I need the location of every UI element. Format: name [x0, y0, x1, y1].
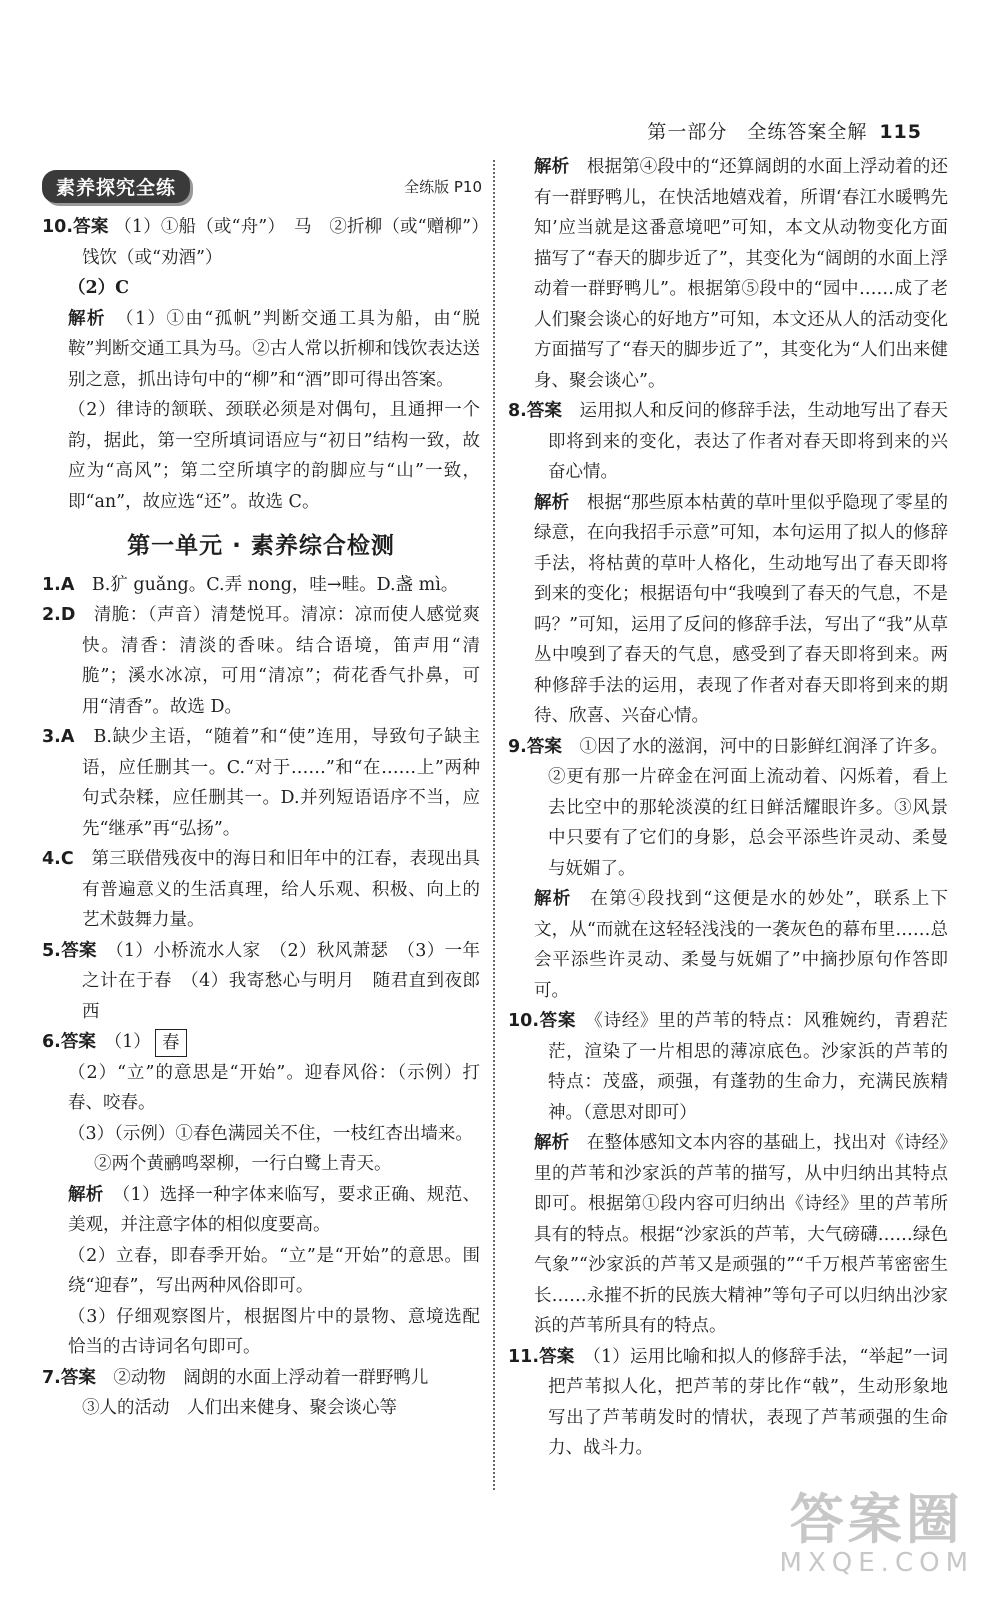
watermark-line-2: MXQE.COM	[779, 1548, 974, 1578]
q10-analysis-text-1: （1）①由“孤帆”判断交通工具为船，由“脱鞍”判断交通工具为马。②古人常以折柳和饯饮表达送别之意，抓出诗句中的“柳”和“酒”即可得出答案。	[68, 308, 481, 390]
q11-answer	[508, 1342, 948, 1464]
analysis-label: 解析	[68, 308, 106, 329]
left-column	[42, 212, 498, 1424]
q7-analysis-text: 根据第④段中的“还算阔朗的水面上浮动着的还有一群野鸭儿，在快活地嬉戏着，所谓‘春江水暖鸭先知’应当就是这番意境吧”可知，本文从动物变化方面描写了“春天的脚步近了”，其变化为“阔朗的水面上浮动着一群野鸭儿”。根据第⑤段中的“园中……成了老人们聚会谈心的好地方”可知，本文还从人的活动变化方面描写了“春天的脚步近了”，其变化为“人们出来健身、聚会谈心”。	[534, 157, 949, 391]
q10-answer-2: （2）C	[68, 278, 130, 298]
q6-analysis-3: （3）仔细观察图片，根据图片中的景物、意境选配恰当的古诗词名句即可。	[68, 1306, 480, 1357]
q8-analysis	[508, 488, 948, 732]
q10-label: 10.答案	[42, 217, 109, 237]
section-title: 第一单元 · 素养综合检测	[127, 533, 395, 559]
q7-label: 7.答案	[42, 1367, 96, 1388]
q10-analysis-1	[42, 304, 480, 396]
q10r-text: 《诗经》里的芦苇的特点：风雅婉约，青碧茫茫，渲染了一片相思的薄凉底色。沙家浜的芦苇的特点：茂盛，顽强，有蓬勃的生命力，充满民族精神。（意思对即可）	[548, 1011, 949, 1123]
q10-analysis-2: （2）律诗的颔联、颈联必须是对偶句，且通押一个韵，据此，第一空所填词语应与“初日”结构一致，故应为“高风”；第二空所填字的韵脚应与“山”一致，即“an”，故应选“还”。故选 C。	[68, 400, 480, 512]
q6-line-3: （3）（示例）①春色满园关不住，一枝红杏出墙来。	[68, 1123, 473, 1144]
section-badge: 素养探究全练	[42, 170, 190, 203]
q9-text: ①因了水的滋润，河中的日影鲜红润泽了许多。②更有那一片碎金在河面上流动着、闪烁着，看上去比空中的那轮淡漠的红日鲜活耀眼许多。③风景中只要有了它们的身影，总会平添些许灵动、柔曼与妩媚了。	[548, 736, 949, 879]
right-column	[508, 152, 948, 1464]
q6-calligraphy-box: 春	[155, 1029, 187, 1057]
page-number: 115	[879, 121, 922, 143]
item-3-text: B.缺少主语，“随着”和“使”连用，导致句子缺主语，应任删其一。C.“对于……”和“在……上”两种句式杂糅，应任删其一。D.并列短语语序不当，应先“继承”再“弘扬”。	[82, 727, 480, 839]
q10-answer-text: （1）①船（或“舟”） 马 ②折柳（或“赠柳”） 饯饮（或“劝酒”）	[82, 217, 498, 268]
q9-analysis-label: 解析	[534, 889, 572, 909]
q10r-answer	[508, 1006, 948, 1128]
section-badge-row	[42, 170, 482, 204]
watermark-logo	[780, 1477, 974, 1578]
q6-prefix: （1）	[113, 1032, 151, 1052]
q7-line-1: ②动物 阔朗的水面上浮动着一群野鸭儿	[113, 1367, 429, 1388]
item-2-label: 2.D	[42, 605, 76, 625]
item-3	[42, 722, 480, 844]
q9-answer	[508, 732, 948, 885]
item-5-text: （1）小桥流水人家 （2）秋风萧瑟 （3）一年之计在于春 （4）我寄愁心与明月 随君直到夜郎西	[82, 940, 481, 1022]
q9-analysis	[508, 884, 948, 1006]
q6-line-4: ②两个黄鹂鸣翠柳，一行白鹭上青天。	[94, 1154, 392, 1174]
item-4-label: 4.C	[42, 849, 74, 869]
q7-line-2: ③人的活动 人们出来健身、聚会谈心等	[82, 1398, 397, 1418]
badge-reference: 全练版 P10	[404, 178, 482, 196]
q6-label: 6.答案	[42, 1032, 96, 1052]
q6-answer	[42, 1027, 480, 1058]
q10r-label: 10.答案	[508, 1011, 576, 1031]
q8-text: 运用拟人和反问的修辞手法，生动地写出了春天即将到来的变化，表达了作者对春天即将到来的兴奋心情。	[548, 401, 949, 482]
q10-answer	[42, 212, 498, 273]
item-1-label: 1.A	[42, 574, 75, 595]
q8-analysis-text: 根据“那些原本枯黄的草叶里似乎隐现了零星的绿意，在向我招手示意”可知，本句运用了拟人的修辞手法，将枯黄的草叶人格化，生动地写出了春天即将到来的变化；根据语句中“我嗅到了春天的气息，不是吗？”可知，运用了反问的修辞手法，写出了“我”从草丛中嗅到了春天的气息，感受到了春天即将到来。两种修辞手法的运用，表现了作者对春天即将到来的期待、欣喜、兴奋心情。	[534, 492, 949, 726]
item-2-text: 清脆：（声音）清楚悦耳。清凉：凉而使人感觉爽快。清香：清淡的香味。结合语境，笛声用“清脆”；溪水冰凉，可用“清凉”；荷花香气扑鼻，可用“清香”。故选 D。	[82, 605, 481, 717]
q6-line-2: （2）“立”的意思是“开始”。迎春风俗：（示例）打春、咬春。	[68, 1062, 480, 1113]
q8-label: 8.答案	[508, 401, 562, 421]
q6-analysis-label: 解析	[68, 1184, 104, 1205]
q9-analysis-text: 在第④段找到“这便是水的妙处”，联系上下文，从“而就在这轻轻浅浅的一袭灰色的幕布里……总会平添些许灵动、柔曼与妩媚了”中摘抄原句作答即可。	[534, 889, 949, 1001]
q7-answer	[42, 1363, 480, 1394]
item-2	[42, 600, 480, 722]
item-3-label: 3.A	[42, 727, 75, 747]
q6-analysis-2: （2）立春，即春季开始。“立”是“开始”的意思。围绕“迎春”，写出两种风俗即可。	[68, 1245, 480, 1296]
q8-answer	[508, 396, 948, 488]
watermark-line-1: 答案圈	[789, 1488, 964, 1551]
q11-text: （1）运用比喻和拟人的修辞手法，“举起”一词把芦苇拟人化，把芦苇的芽比作“戟”，生动形象地写出了芦苇萌发时的情状，表现了芦苇顽强的生命力、战斗力。	[548, 1346, 948, 1458]
q7-analysis	[508, 152, 948, 396]
q10r-analysis	[508, 1128, 948, 1342]
page-header	[647, 117, 922, 144]
item-4-text: 第三联借残夜中的海日和旧年中的江春，表现出具有普遍意义的生活真理，给人乐观、积极、向上的艺术鼓舞力量。	[82, 849, 481, 930]
q11-label: 11.答案	[508, 1346, 575, 1367]
q8-analysis-label: 解析	[534, 492, 570, 513]
q9-label: 9.答案	[508, 736, 562, 757]
q7-analysis-label: 解析	[534, 157, 570, 177]
header-text: 第一部分 全练答案全解	[647, 121, 868, 143]
item-1	[42, 570, 480, 601]
item-5	[42, 936, 480, 1028]
column-divider	[493, 160, 495, 1490]
q6-analysis-text-1: （1）选择一种字体来临写，要求正确、规范、美观，并注意字体的相似度要高。	[68, 1184, 481, 1235]
q10r-analysis-label: 解析	[534, 1133, 570, 1153]
q6-analysis-1	[42, 1180, 480, 1241]
item-5-label: 5.答案	[42, 940, 97, 961]
q10r-analysis-text: 在整体感知文本内容的基础上，找出对《诗经》里的芦苇和沙家浜的芦苇的描写，从中归纳出其特点即可。根据第①段内容可归纳出《诗经》里的芦苇所具有的特点。根据“沙家浜的芦苇，大气磅礴……绿色气象”“沙家浜的芦苇又是顽强的”“千万根芦苇密密生长……永摧不折的民族大精神”等句子可以归纳出沙家浜的芦苇所具有的特点。	[534, 1133, 949, 1336]
item-1-text: B.犷 guǎng。C.弄 nong，哇→畦。D.盏 mì。	[91, 574, 459, 595]
item-4	[42, 844, 480, 936]
